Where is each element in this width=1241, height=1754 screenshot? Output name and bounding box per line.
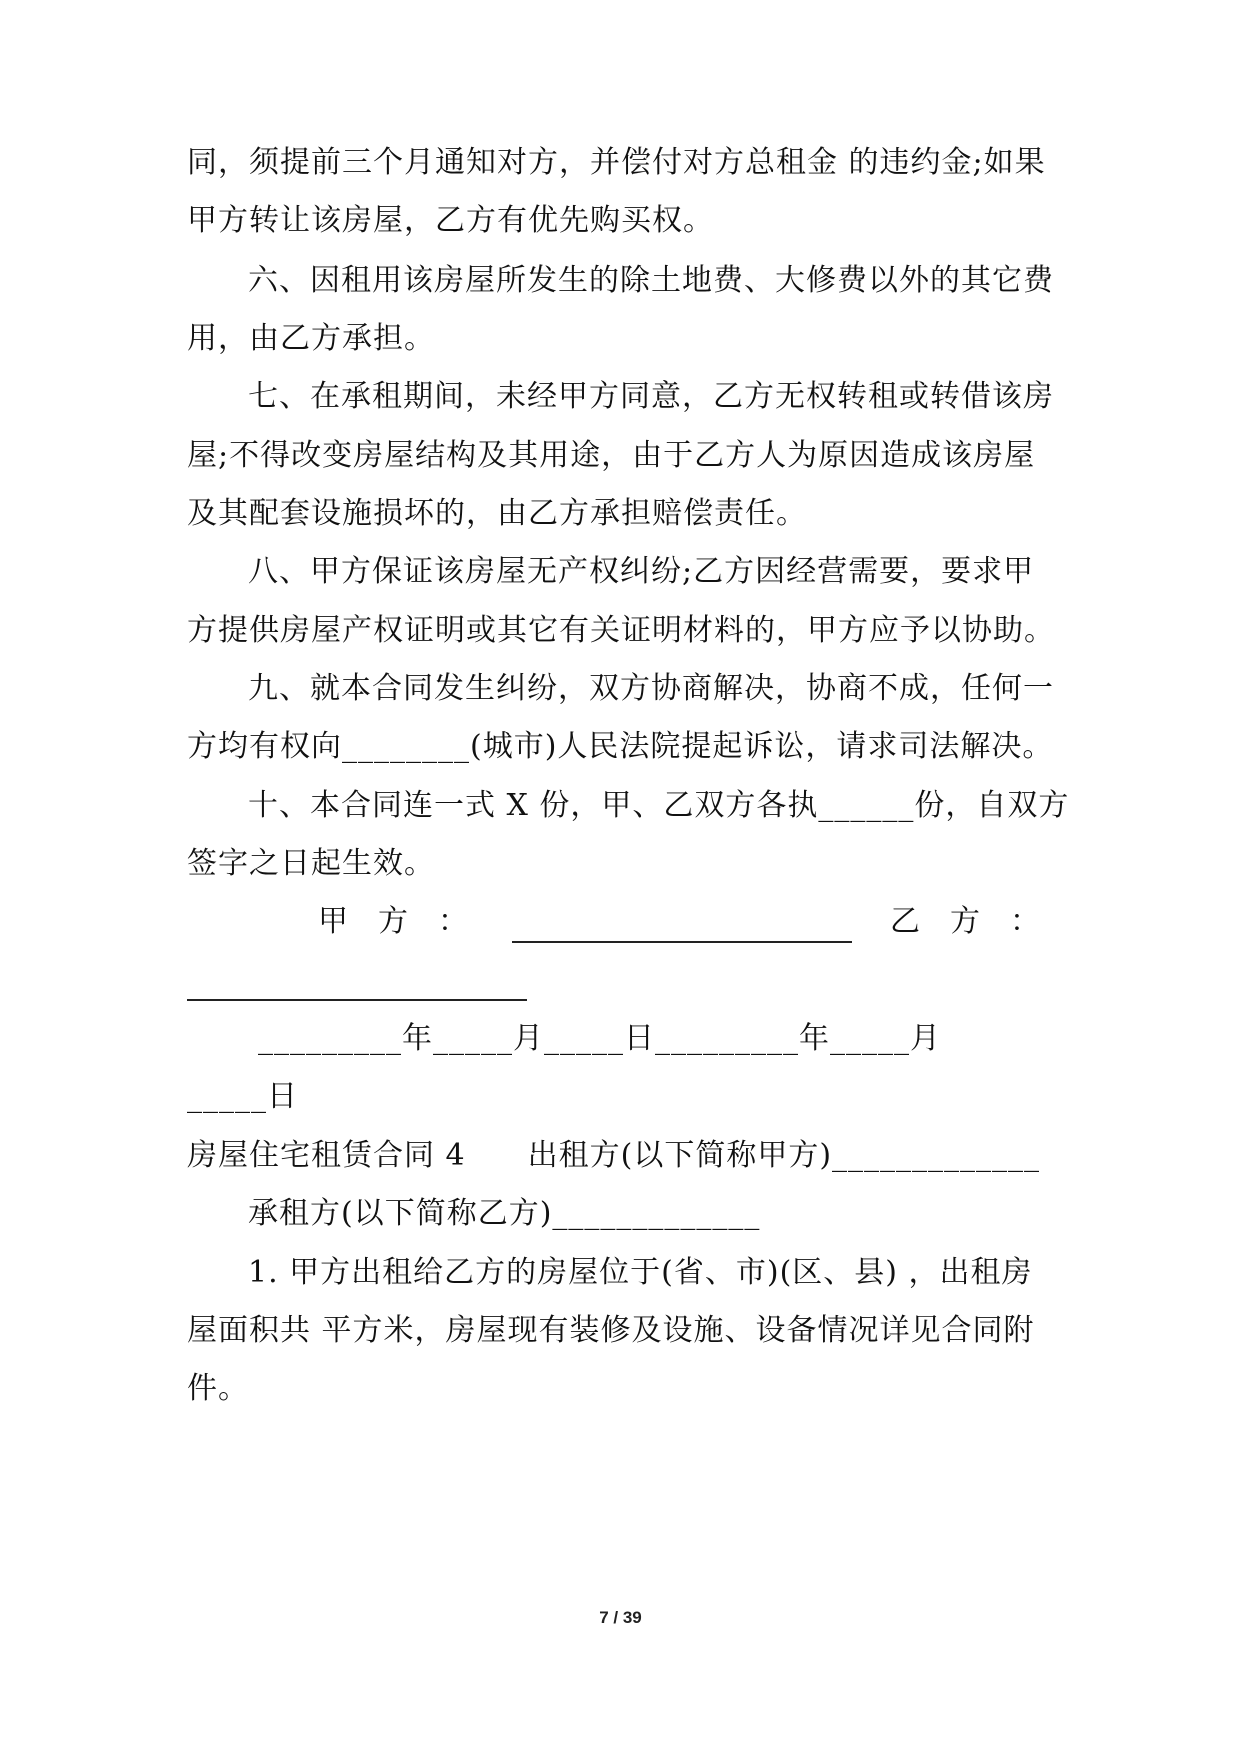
date-line: _________年_____月_____日_________年_____月 — [258, 1021, 941, 1056]
date-line: _____日 — [187, 1079, 298, 1114]
party-b-label: 乙 方 ： — [890, 904, 1040, 939]
paragraph-line: 八、甲方保证该房屋无产权纠纷;乙方因经营需要，要求甲 — [248, 554, 1035, 589]
contract-title-line: 房屋住宅租赁合同 4 出租方(以下简称甲方)_____________ — [187, 1138, 1041, 1173]
clause-line: 1. 甲方出租给乙方的房屋位于(省、市)(区、县) ，出租房 — [248, 1255, 1033, 1290]
page-number: 7 / 39 — [599, 1608, 642, 1627]
paragraph-line: 六、因租用该房屋所发生的除土地费、大修费以外的其它费 — [248, 263, 1054, 298]
clause-line: 件。 — [187, 1371, 249, 1406]
paragraph-line: 及其配套设施损坏的，由乙方承担赔偿责任。 — [187, 496, 807, 531]
party-a-label: 甲 方 ： — [318, 904, 468, 939]
paragraph-line: 甲方转让该房屋，乙方有优先购买权。 — [187, 203, 714, 238]
paragraph-line: 方均有权向________(城市)人民法院提起诉讼，请求司法解决。 — [187, 729, 1054, 764]
paragraph-line: 九、就本合同发生纠纷，双方协商解决，协商不成，任何一 — [248, 671, 1054, 706]
party-b-signature-blank — [187, 999, 527, 1001]
clause-line: 屋面积共 平方米，房屋现有装修及设施、设备情况详见合同附 — [187, 1313, 1035, 1348]
paragraph-line: 用，由乙方承担。 — [187, 321, 435, 356]
party-a-signature-blank — [512, 941, 852, 943]
paragraph-line: 七、在承租期间，未经甲方同意，乙方无权转租或转借该房 — [248, 379, 1054, 414]
paragraph-line: 方提供房屋产权证明或其它有关证明材料的，甲方应予以协助。 — [187, 613, 1055, 648]
paragraph-line: 同，须提前三个月通知对方，并偿付对方总租金 的违约金;如果 — [187, 145, 1046, 180]
paragraph-line: 签字之日起生效。 — [187, 846, 435, 881]
paragraph-line: 十、本合同连一式 X 份，甲、乙双方各执______份，自双方 — [248, 788, 1070, 823]
paragraph-line: 屋;不得改变房屋结构及其用途，由于乙方人为原因造成该房屋 — [187, 438, 1036, 473]
tenant-line: 承租方(以下简称乙方)_____________ — [248, 1196, 761, 1231]
